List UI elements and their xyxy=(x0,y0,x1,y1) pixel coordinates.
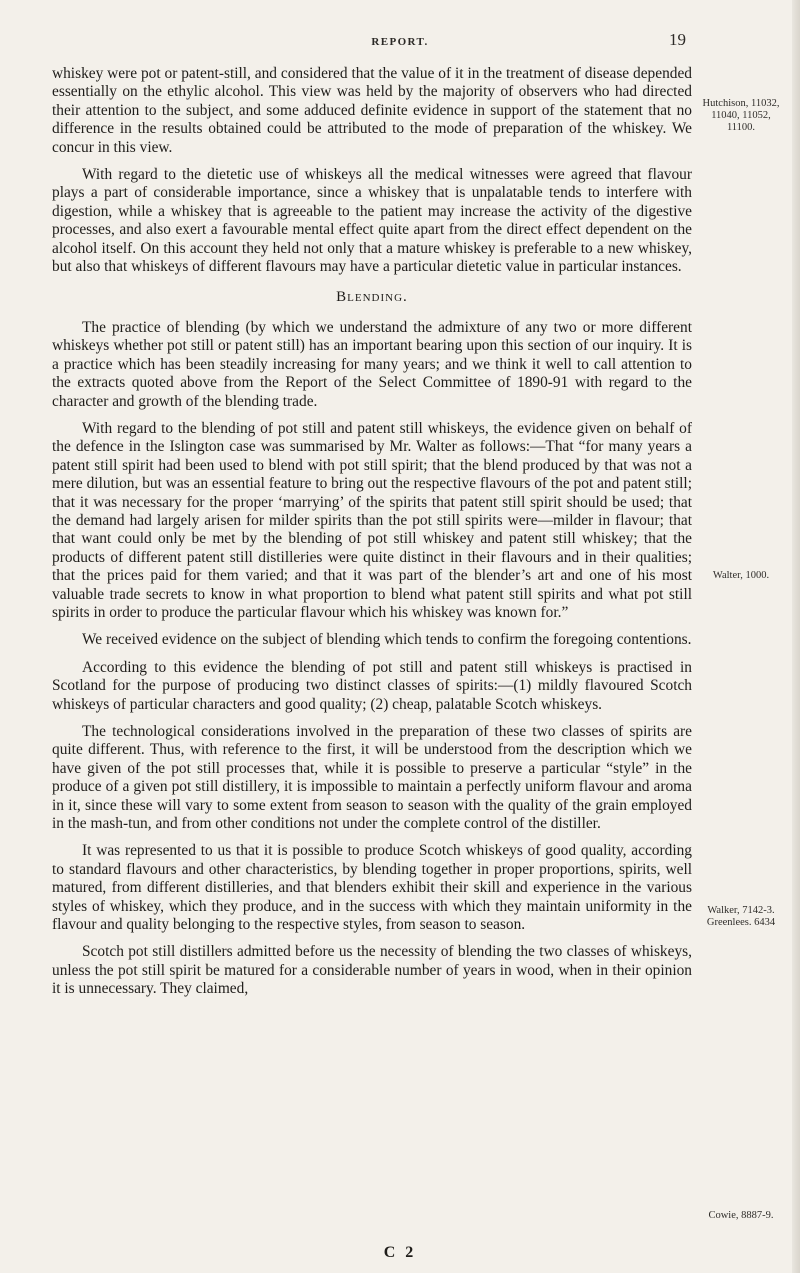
paragraph: The technological considerations involved in the preparation of these two classes of spirits are quite different. Thus, with reference to the first, it will be understood from the description which we have given of the pot still processes that, while it is possible to preserve a particular “style” in the produce of a given pot still distillery, it is impossible to maintain a perfectly uniform flavour and aroma in it, since these will vary to some extent from season to season with the quality of the grain employed in the mash-tun, and from other conditions not under the complete control of the distiller. xyxy=(52,723,692,833)
running-title: REPORT. xyxy=(371,36,429,48)
paragraph: We received evidence on the subject of blending which tends to confirm the foregoing contentions. xyxy=(82,631,692,649)
paragraph: With regard to the dietetic use of whiskeys all the medical witnesses were agreed that flavour plays a part of considerable importance, since a whiskey that is unpalatable tends to interfere with digestion, while a whiskey that is agreeable to the patient may increase the activity of the digestive processes, and also exert a favourable mental effect quite apart from the direct effect dependent on the alcohol itself. On this account they held not only that a mature whiskey is preferable to a new whiskey, but also that whiskeys of different flavours may have a particular dietetic value in particular instances. xyxy=(52,166,692,276)
paragraph: The practice of blending (by which we understand the admixture of any two or more different whiskeys whether pot still or patent still) has an important bearing upon this section of our inquiry. It is a practice which has been steadily increasing for many years; and we think it well to call attention to the extracts quoted above from the Report of the Select Committee of 1890-91 with regard to the character and growth of the blending trade. xyxy=(52,318,692,410)
paragraph: With regard to the blending of pot still and patent still whiskeys, the evidence given on behalf of the defence in the Islington case was summarised by Mr. Walter as follows:—That “for many years a patent still spirit had been used to blend with pot still spirit; that the blend produced by that was not a mere dilution, but was an essential feature to bring out the respective flavours of the pot and patent still; that it was necessary for the proper ‘marrying’ of the spirits that patent still spirit should be used; that the demand had largely arisen for milder spirits than the pot still spirits were—milder in flavour; that that want could only be met by the blending of pot still whiskey and patent still whiskey; that the products of different patent still distilleries were quite distinct in their flavours and in their qualities; that the prices paid for them varied; and that it was part of the blender’s art and one of his most valuable trade secrets to know in what proportion to blend what patent still spirits and what pot still spirits in order to produce the particular flavour which his whiskey was known for.” xyxy=(52,419,692,621)
margin-note: Cowie, 8887-9. xyxy=(708,1210,774,1221)
paragraph: Scotch pot still distillers admitted before us the necessity of blending the two classes of whiskeys, unless the pot still spirit be matured for a considerable number of years in wood, when in their opinion it is unnecessary. They claimed, xyxy=(52,943,692,998)
paragraph: According to this evidence the blending of pot still and patent still whiskeys is practised in Scotland for the purpose of producing two distinct classes of spirits:—(1) mildly flavoured Scotch whiskeys of particular characters and good quality; (2) cheap, palatable Scotch whiskeys. xyxy=(52,658,692,713)
scan-edge xyxy=(792,0,800,1273)
signature-mark: C 2 xyxy=(383,1244,417,1261)
page-number: 19 xyxy=(669,30,686,49)
margin-note: Walker, 7142-3. Greenlees. 6434 xyxy=(706,905,776,928)
margin-note: Hutchison, 11032, 11040, 11052, 11100. xyxy=(702,98,780,133)
paragraph: whiskey were pot or patent-still, and considered that the value of it in the treatment of disease depended essentially on the ethylic alcohol. This view was held by the majority of observers who had directed their attention to the subject, and some adduced definite evidence in support of the statement that no difference in the results obtained could be attributed to the mode of preparation of the whiskey. We concur in this view. xyxy=(52,65,692,156)
running-head xyxy=(0,30,800,54)
paragraph: It was represented to us that it is possible to produce Scotch whiskeys of good quality, according to standard flavours and other characteristics, by blending together in proper proportions, spirits, well matured, from different distilleries, and that blenders exhibit their skill and experience in the various styles of whiskey, which they produce, and in the success with which they maintain uniformity in the flavour and quality belonging to the respective styles, from season to season. xyxy=(52,842,692,934)
margin-note: Walter, 1000. xyxy=(712,570,770,581)
section-heading: Blending. xyxy=(336,289,408,306)
body-text xyxy=(52,65,692,1008)
